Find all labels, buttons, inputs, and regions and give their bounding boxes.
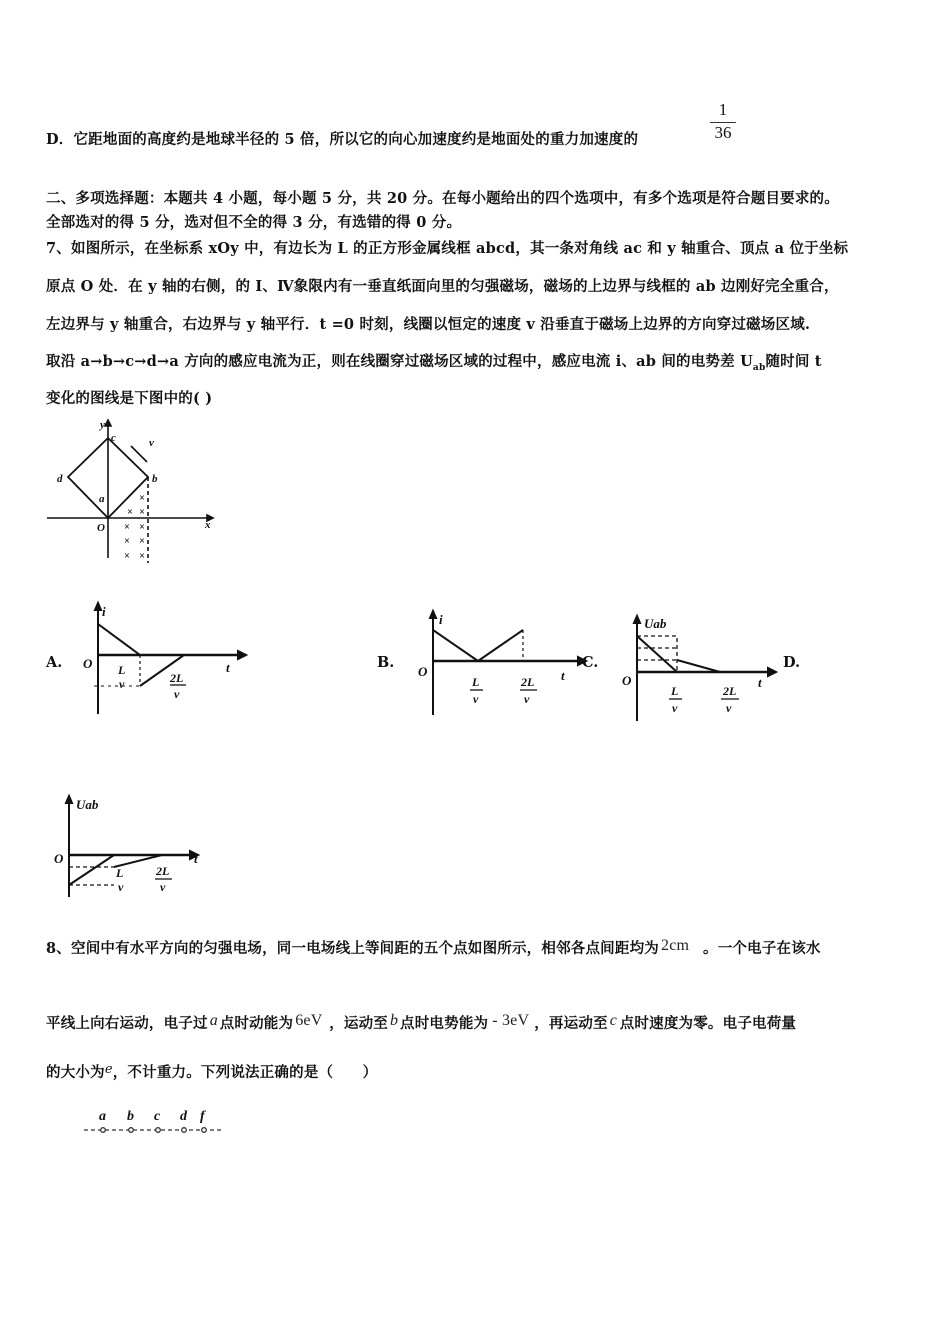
tick-2l: 2L — [723, 684, 737, 698]
q8-text: 点时动能为 — [219, 1015, 294, 1032]
tick-l: L — [472, 675, 480, 689]
field-mark: × — [139, 522, 145, 533]
q8-text: 8、空间中有水平方向的匀强电场，同一电场线上等间距的五个点如图所示，相邻各点间距均为 — [46, 940, 659, 957]
tick-v: v — [726, 701, 732, 715]
point-c — [156, 1128, 161, 1133]
field-mark: × — [124, 536, 130, 547]
point-labels — [99, 1109, 206, 1124]
uab-segment-2 — [677, 660, 720, 672]
tick-2l: 2L — [156, 864, 170, 878]
q8-text: 平线上向右运动，电子过 — [46, 1015, 208, 1032]
current-line — [433, 630, 523, 661]
axis-label-i: i — [102, 604, 106, 619]
magnetic-field-marks — [124, 493, 145, 562]
distance-value: 2cm — [661, 937, 690, 954]
q8-text: 点时速度为零。电子电荷量 — [619, 1015, 797, 1032]
origin-label: O — [83, 656, 93, 671]
field-mark: × — [139, 493, 145, 504]
label-x: x — [205, 519, 211, 531]
option-c-graph[interactable] — [620, 615, 780, 725]
uab-segment-1 — [69, 855, 114, 885]
q7-line-4-tail: 随时间 t — [765, 353, 822, 370]
q8-text: 点时电势能为 — [400, 1015, 489, 1032]
q8-text: ，运动至 — [329, 1015, 389, 1032]
origin-label: O — [418, 664, 428, 679]
q8-text: 。一个电子在该水 — [703, 940, 821, 957]
option-c-label[interactable]: C. — [582, 654, 599, 671]
point-a-ref: a — [209, 1012, 218, 1029]
q8-line-1 — [46, 937, 821, 958]
point-b-ref: b — [390, 1012, 399, 1029]
field-mark: × — [139, 551, 145, 562]
option-a-graph[interactable] — [80, 602, 250, 717]
fraction-one-36 — [710, 100, 736, 143]
origin-label: O — [622, 673, 632, 688]
section-2-scoring: 全部选对的得 5 分，选对但不全的得 3 分，有选错的得 0 分。 — [46, 214, 462, 231]
q8-points-figure — [82, 1105, 227, 1140]
q7-line-4 — [46, 350, 822, 373]
point-b — [129, 1128, 134, 1133]
point-label-d: d — [180, 1109, 187, 1124]
q7-line-4-text: 取沿 a→b→c→d→a 方向的感应电流为正，则在线圈穿过磁场区域的过程中，感应电流 i、ab 间的电势差 U — [46, 353, 753, 370]
point-d — [182, 1128, 187, 1133]
option-a-label[interactable]: A. — [46, 654, 63, 671]
uab-segment-1 — [637, 636, 677, 672]
axis-label-uab: Uab — [644, 616, 667, 631]
uab-subscript: ab — [752, 362, 766, 373]
q8-line-3 — [46, 1061, 377, 1082]
tick-v: v — [174, 687, 180, 701]
tick-v: v — [118, 880, 124, 894]
tick-v: v — [473, 692, 479, 706]
label-o: O — [97, 522, 105, 534]
label-d: d — [57, 473, 63, 485]
kinetic-energy-value: 6eV — [295, 1012, 323, 1029]
field-mark: × — [139, 507, 145, 518]
fraction-numerator: 1 — [718, 100, 728, 119]
axis-label-t: t — [758, 675, 762, 690]
velocity-arrow — [131, 446, 147, 462]
q7-coil-figure — [45, 418, 220, 568]
field-mark: × — [124, 522, 130, 533]
tick-2l: 2L — [521, 675, 535, 689]
q7-line-3: 左边界与 y 轴重合，右边界与 y 轴平行．t =0 时刻，线圈以恒定的速度 v 沿垂直于磁场上边界的方向穿过磁场区域. — [46, 316, 811, 333]
electron-charge-symbol: e — [104, 1062, 113, 1077]
point-a — [101, 1128, 106, 1133]
option-d-graph[interactable] — [52, 795, 212, 900]
label-v: v — [149, 437, 154, 449]
option-d-previous — [46, 128, 638, 149]
option-d-label[interactable]: D. — [783, 654, 801, 671]
tick-v: v — [160, 880, 166, 894]
point-label-a: a — [99, 1109, 106, 1124]
section-2-heading: 二、多项选择题：本题共 4 小题，每小题 5 分，共 20 分。在每小题给出的四个选项中，有多个选项是符合题目要求的。 — [46, 190, 839, 207]
tick-v: v — [672, 701, 678, 715]
point-c-ref: c — [609, 1012, 618, 1029]
field-mark: × — [139, 536, 145, 547]
point-label-b: b — [127, 1109, 134, 1124]
origin-label: O — [54, 851, 64, 866]
q7-line-5: 变化的图线是下图中的( ) — [46, 390, 213, 407]
q8-text: ，不计重力。下列说法正确的是（ ） — [112, 1064, 378, 1081]
axis-label-t: t — [561, 668, 565, 683]
current-segment-1 — [98, 624, 140, 655]
tick-l: L — [118, 663, 126, 677]
axis-label-i: i — [439, 612, 443, 627]
label-b: b — [152, 473, 158, 485]
field-mark: × — [124, 551, 130, 562]
axis-label-t: t — [194, 851, 198, 866]
axis-label-uab: Uab — [76, 797, 99, 812]
potential-energy-value: - 3eV — [492, 1012, 530, 1029]
tick-2l: 2L — [170, 671, 184, 685]
field-mark: × — [127, 507, 133, 518]
point-label-c: c — [154, 1109, 161, 1124]
fraction-denominator: 36 — [710, 122, 736, 143]
axis-label-t: t — [226, 660, 230, 675]
point-f — [202, 1128, 207, 1133]
option-d-text: D．它距地面的高度约是地球半径的 5 倍，所以它的向心加速度约是地面处的重力加速度的 — [46, 131, 639, 148]
label-c: c — [111, 432, 116, 444]
q8-text: ，再运动至 — [534, 1015, 608, 1032]
point-label-f: f — [200, 1109, 205, 1124]
tick-v: v — [119, 677, 125, 691]
label-a: a — [99, 493, 105, 505]
q8-line-2 — [46, 1012, 796, 1033]
option-b-label[interactable]: B. — [377, 654, 395, 671]
option-b-graph[interactable] — [415, 610, 590, 720]
q8-text: 的大小为 — [46, 1064, 105, 1081]
q7-line-1: 7、如图所示，在坐标系 xOy 中，有边长为 L 的正方形金属线框 abcd，其一条对角线 ac 和 y 轴重合、顶点 a 位于坐标 — [46, 240, 849, 257]
tick-l: L — [116, 866, 124, 880]
label-y: y — [100, 419, 105, 431]
q7-line-2: 原点 O 处．在 y 轴的右侧，的 I、Ⅳ象限内有一垂直纸面向里的匀强磁场，磁场的上边界与线框的 ab 边刚好完全重合， — [46, 278, 839, 295]
tick-v: v — [524, 692, 530, 706]
tick-l: L — [671, 684, 679, 698]
y-axis-arrow — [105, 420, 111, 426]
